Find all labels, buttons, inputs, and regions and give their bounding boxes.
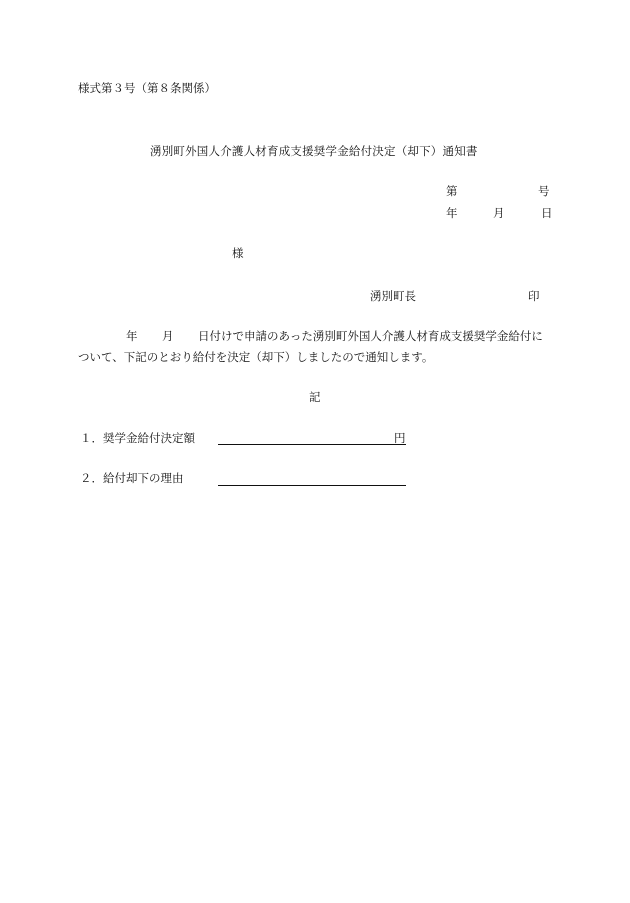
ki-heading: 記 bbox=[309, 390, 321, 404]
document-number-suffix: 号 bbox=[538, 184, 550, 198]
document-title: 湧別町外国人介護人材育成支援奨学金給付決定（却下）通知書 bbox=[150, 144, 478, 158]
item-decision-amount-label: １．奨学金給付決定額 bbox=[80, 431, 195, 445]
date-day-label: 日 bbox=[541, 206, 553, 220]
form-number: 様式第３号（第８条関係） bbox=[78, 81, 216, 95]
addressee-honorific: 様 bbox=[232, 246, 244, 260]
date-month-label: 月 bbox=[493, 206, 505, 220]
body-text-line-2: ついて、下記のとおり給付を決定（却下）しましたので通知します。 bbox=[78, 350, 434, 364]
body-year-label: 年 bbox=[126, 329, 138, 343]
document-number-label: 第 bbox=[446, 184, 458, 198]
body-text-line-1: 日付けで申請のあった湧別町外国人介護人材育成支援奨学金給付に bbox=[198, 329, 543, 343]
seal-mark: 印 bbox=[528, 289, 540, 303]
item-decision-amount-unit: 円 bbox=[394, 431, 406, 445]
issuer-name: 湧別町長 bbox=[370, 289, 416, 303]
item-decision-amount-underline bbox=[218, 444, 406, 445]
date-year-label: 年 bbox=[446, 206, 458, 220]
item-rejection-reason-underline bbox=[218, 485, 406, 486]
body-month-label: 月 bbox=[162, 329, 174, 343]
item-rejection-reason-label: ２．給付却下の理由 bbox=[80, 471, 184, 485]
